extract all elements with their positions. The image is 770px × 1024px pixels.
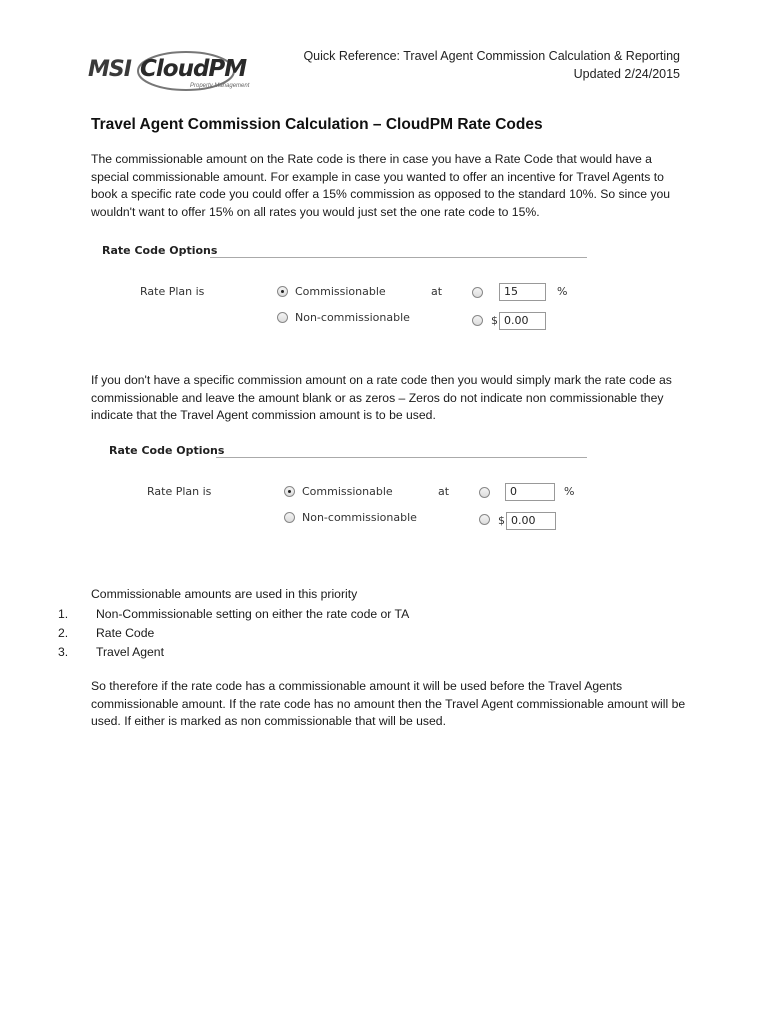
paragraph-intro: The commissionable amount on the Rate code is there in case you have a Rate Code that would have a special commissionable amount. For example in case you wanted to offer an incentive for Travel Agents to book a specific rate code you could offer a 15% commission as opposed to the standard 10%. So since you wouldn't want to offer 15% on all rates you would just set the one rate code to 15%.	[91, 152, 671, 219]
list-item-number: 1.	[58, 607, 69, 621]
logo-tagline: Property Management	[190, 83, 250, 89]
rate-code-options-panel-2	[103, 442, 603, 542]
at-label: at	[438, 485, 450, 498]
paragraph-conclusion: So therefore if the rate code has a commissionable amount it will be used before the Travel Agents commissionable amount. If the rate code has no amount then the Travel Agent commissionable amount will be used. If either is marked as non commissionable that will be used.	[91, 679, 686, 729]
at-label: at	[431, 285, 443, 298]
percent-radio[interactable]	[479, 487, 490, 498]
dollar-radio[interactable]	[472, 315, 483, 326]
list-item-number: 2.	[58, 626, 69, 640]
heading-divider	[210, 257, 587, 258]
dollar-symbol: $	[498, 514, 505, 527]
rate-plan-label: Rate Plan is	[140, 285, 205, 298]
commissionable-radio[interactable]	[284, 486, 295, 497]
dollar-radio[interactable]	[479, 514, 490, 525]
logo-cloudpm-text: CloudPM	[140, 56, 247, 82]
panel-heading: Rate Code Options	[109, 444, 225, 457]
percent-input[interactable]: 15	[499, 283, 546, 301]
rate-code-options-panel-1	[96, 242, 596, 342]
msi-cloudpm-logo	[88, 48, 258, 96]
list-item	[58, 643, 164, 662]
paragraph-blank-amount: If you don't have a specific commission amount on a rate code then you would simply mark the rate code as commissionable and leave the amount blank or as zeros – Zeros do not indicate non commissionable they indicate that the Travel Agent commission amount is to be used.	[91, 373, 672, 423]
dollar-input[interactable]: 0.00	[506, 512, 556, 530]
list-item-text: Non-Commissionable setting on either the rate code or TA	[96, 607, 410, 621]
commissionable-radio[interactable]	[277, 286, 288, 297]
priority-intro: Commissionable amounts are used in this priority	[91, 587, 358, 601]
list-item	[58, 605, 409, 624]
list-item-text: Rate Code	[96, 626, 155, 640]
noncommissionable-radio[interactable]	[284, 512, 295, 523]
commissionable-label[interactable]: Commissionable	[295, 285, 386, 298]
list-item-text: Travel Agent	[96, 645, 164, 659]
noncommissionable-label[interactable]: Non-commissionable	[295, 311, 410, 324]
heading-divider	[216, 457, 587, 458]
header-info	[303, 47, 680, 83]
list-item	[58, 624, 154, 643]
percent-radio[interactable]	[472, 287, 483, 298]
dollar-symbol: $	[491, 314, 498, 327]
noncommissionable-radio[interactable]	[277, 312, 288, 323]
dollar-input[interactable]: 0.00	[499, 312, 546, 330]
percent-symbol: %	[557, 285, 568, 298]
noncommissionable-label[interactable]: Non-commissionable	[302, 511, 417, 524]
percent-symbol: %	[564, 485, 575, 498]
header-title-line: Quick Reference: Travel Agent Commission Calculation & Reporting	[303, 49, 680, 63]
document-title: Travel Agent Commission Calculation – CloudPM Rate Codes	[91, 116, 543, 133]
logo-msi-text: MSI	[88, 57, 131, 82]
percent-input[interactable]: 0	[505, 483, 555, 501]
panel-heading: Rate Code Options	[102, 244, 218, 257]
commissionable-label[interactable]: Commissionable	[302, 485, 393, 498]
header-updated-line: Updated 2/24/2015	[573, 67, 680, 81]
rate-plan-label: Rate Plan is	[147, 485, 212, 498]
list-item-number: 3.	[58, 645, 69, 659]
